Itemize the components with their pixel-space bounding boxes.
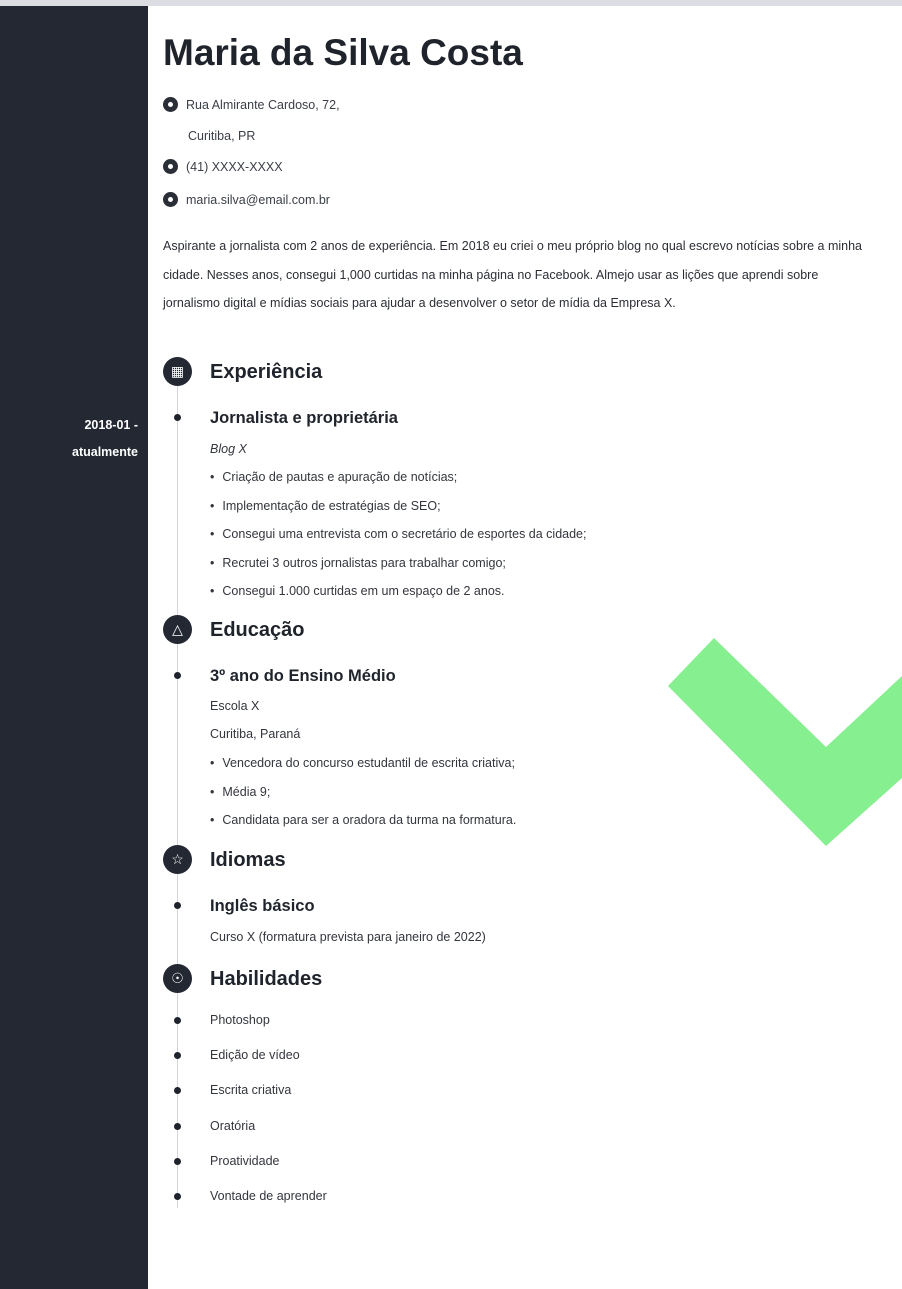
list-item: • Implementação de estratégias de SEO; <box>210 498 586 527</box>
section-title-education: Educação <box>210 619 305 641</box>
experience-date-start: 2018-01 - <box>84 418 138 432</box>
email-text: maria.silva@email.com.br <box>186 193 330 207</box>
education-degree: 3º ano do Ensino Médio <box>210 667 396 685</box>
experience-date-end: atualmente <box>72 445 138 459</box>
language-name: Inglês básico <box>210 897 315 915</box>
education-school: Escola X <box>210 699 260 713</box>
skill-item: Photoshop <box>210 1013 270 1027</box>
section-title-experience: Experiência <box>210 361 323 383</box>
section-title-skills: Habilidades <box>210 968 323 990</box>
section-title-languages: Idiomas <box>210 849 286 871</box>
experience-role: Jornalista e proprietária <box>210 409 398 427</box>
skill-item: Vontade de aprender <box>210 1189 327 1203</box>
basketball-icon: ☉ <box>163 964 192 993</box>
list-item: • Consegui uma entrevista com o secretário de esportes da cidade; <box>210 526 586 555</box>
skill-item: Proatividade <box>210 1154 280 1168</box>
list-item: • Criação de pautas e apuração de notícias; <box>210 469 586 498</box>
address-line-2: Curitiba, PR <box>188 129 256 143</box>
skill-item: Edição de vídeo <box>210 1048 300 1062</box>
resume-name: Maria da Silva Costa <box>163 32 523 73</box>
list-item: • Vencedora do concurso estudantil de escrita criativa; <box>210 755 516 784</box>
list-item: • Recrutei 3 outros jornalistas para trabalhar comigo; <box>210 555 586 584</box>
summary-text: Aspirante a jornalista com 2 anos de experiência. Em 2018 eu criei o meu próprio blog no qual escrevo notícias sobre a minha cidade. Nesses anos, consegui 1,000 curtidas na minha página no Facebook. Almejo usar as lições que aprendi sobre jornalismo digital e mídias sociais para ajudar a desenvolver o setor de mídia da Empresa X. <box>163 239 863 310</box>
list-item: • Média 9; <box>210 784 516 813</box>
education-location: Curitiba, Paraná <box>210 727 301 741</box>
skill-item: Escrita criativa <box>210 1083 292 1097</box>
list-item: • Consegui 1.000 curtidas em um espaço de 2 anos. <box>210 583 586 612</box>
phone-text: (41) XXXX-XXXX <box>186 160 283 174</box>
briefcase-icon: ▦ <box>163 357 192 386</box>
language-detail: Curso X (formatura prevista para janeiro de 2022) <box>210 930 486 944</box>
address-line-1: Rua Almirante Cardoso, 72, <box>186 98 340 112</box>
list-item: • Candidata para ser a oradora da turma na formatura. <box>210 812 516 841</box>
experience-company: Blog X <box>210 442 247 456</box>
skill-item: Oratória <box>210 1119 256 1133</box>
star-icon: ☆ <box>163 845 192 874</box>
graduation-cap-icon: △ <box>163 615 192 644</box>
